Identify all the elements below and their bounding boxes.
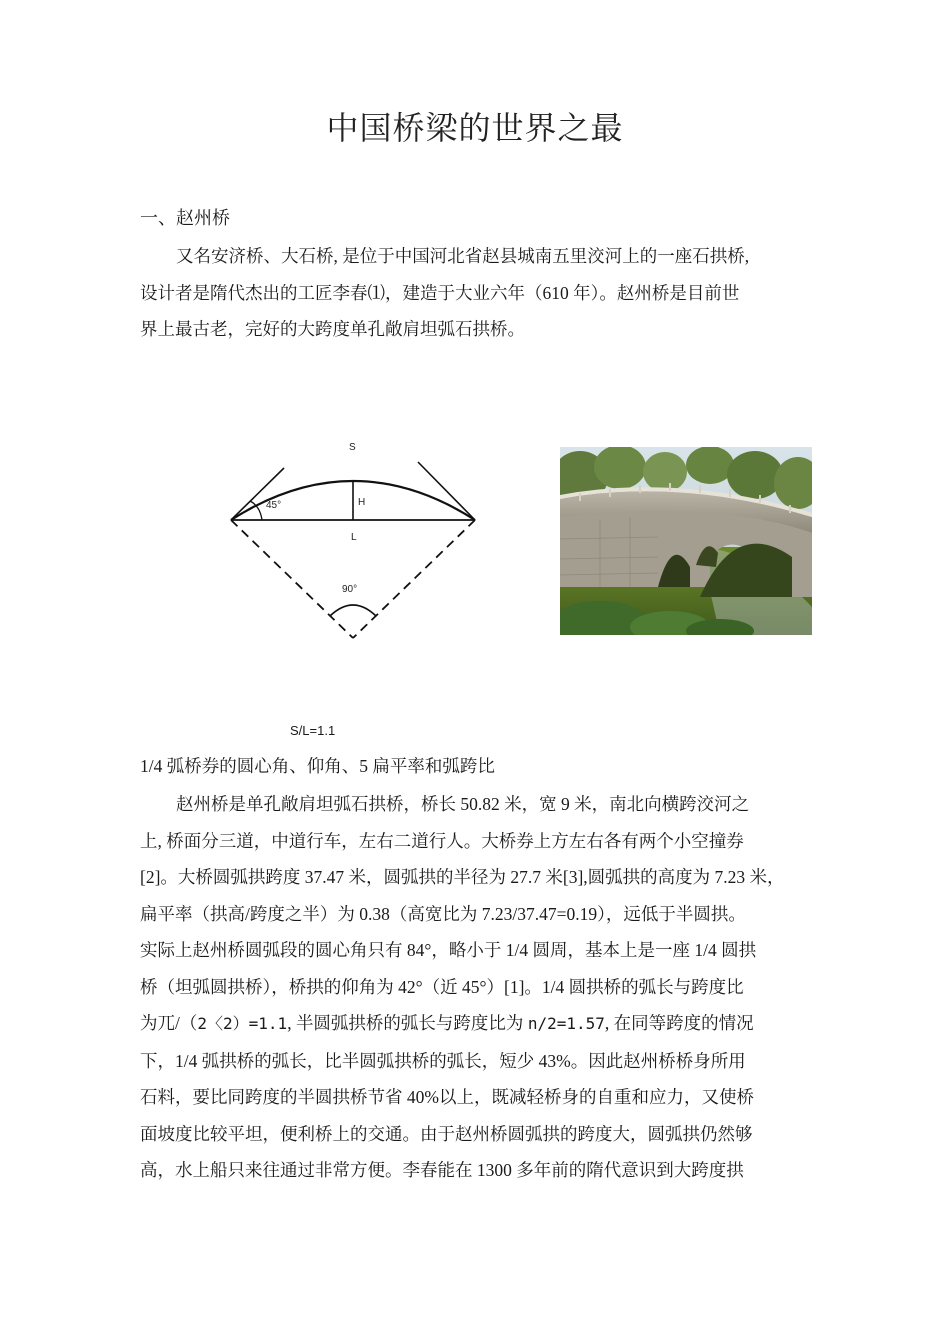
label-45: 45° (266, 500, 282, 511)
formula-pre: 为兀/（ (140, 1013, 198, 1033)
paragraph-line: 桥（坦弧圆拱桥），桥拱的仰角为 42°（近 45°）[1]。1/4 圆拱桥的弧长与跨度比 (140, 976, 744, 997)
paragraph-line: 高，水上船只来往通过非常方便。李春能在 1300 多年前的隋代意识到大跨度拱 (140, 1160, 744, 1180)
intro-paragraph (140, 238, 812, 348)
arch-geometry-diagram (222, 432, 484, 652)
ratio-label: S/L=1.1 (290, 723, 336, 738)
section-heading: 一、赵州桥 (140, 208, 230, 228)
body-paragraph (140, 786, 812, 1189)
paragraph-line: 扁平率（拱高/跨度之半）为 0.38（高宽比为 7.23/37.47=0.19），远低于半圆拱。 (140, 903, 746, 924)
label-h: H (358, 497, 366, 508)
figure-caption: 1/4 弧桥券的圆心角、仰角、5 扁平率和弧跨比 (140, 756, 495, 776)
paragraph-line: 石料，要比同跨度的半圆拱桥节省 40%以上，既减轻桥身的自重和应力，又使桥 (140, 1087, 754, 1107)
paragraph-line-formula (140, 1005, 812, 1043)
right-tangent (418, 462, 475, 520)
zhaozhou-bridge-photo (560, 447, 812, 635)
label-90: 90° (342, 584, 358, 595)
angle-90-arc (330, 605, 376, 616)
paragraph-line: 界上最古老，完好的大跨度单孔敞肩坦弧石拱桥。 (140, 319, 525, 339)
left-radius (231, 520, 353, 638)
formula-post: , 在同等跨度的情况 (604, 1013, 754, 1033)
paragraph-line: 实际上赵州桥圆弧段的圆心角只有 84°，略小于 1/4 圆周，基本上是一座 1/4 圆拱 (140, 940, 757, 960)
label-l: L (351, 532, 357, 543)
left-tangent (231, 468, 284, 520)
formula-half-arc: n/2=1.57 (527, 1014, 605, 1033)
paragraph-line: [2]。大桥圆弧拱跨度 37.47 米，圆弧拱的半径为 27.7 米[3],圆弧拱的高度为 7.23 米， (140, 867, 785, 887)
paragraph-line: 赵州桥是单孔敞肩坦弧石拱桥，桥长 50.82 米，宽 9 米，南北向横跨洨河之 (176, 794, 750, 814)
formula-mid: , 半圆弧拱桥的弧长与跨度比为 (287, 1013, 528, 1033)
formula-quarter-arc: 2〈2）=1.1 (197, 1014, 288, 1033)
label-s: S (349, 442, 356, 453)
paragraph-line: 下，1/4 弧拱桥的弧长，比半圆弧拱桥的弧长，短少 43%。因此赵州桥桥身所用 (140, 1050, 746, 1071)
paragraph-line: 又名安济桥、大石桥, 是位于中国河北省赵县城南五里洨河上的一座石拱桥, (176, 246, 750, 266)
paragraph-line: 设计者是隋代杰出的工匠李春⑴，建造于大业六年（610 年）。赵州桥是目前世 (140, 282, 740, 303)
paragraph-line: 上, 桥面分三道，中道行车，左右二道行人。大桥券上方左右各有两个小空撞券 (140, 830, 744, 851)
right-radius (353, 520, 475, 638)
page-title: 中国桥梁的世界之最 (326, 110, 624, 146)
paragraph-line: 面坡度比较平坦，便利桥上的交通。由于赵州桥圆弧拱的跨度大，圆弧拱仍然够 (140, 1123, 753, 1144)
